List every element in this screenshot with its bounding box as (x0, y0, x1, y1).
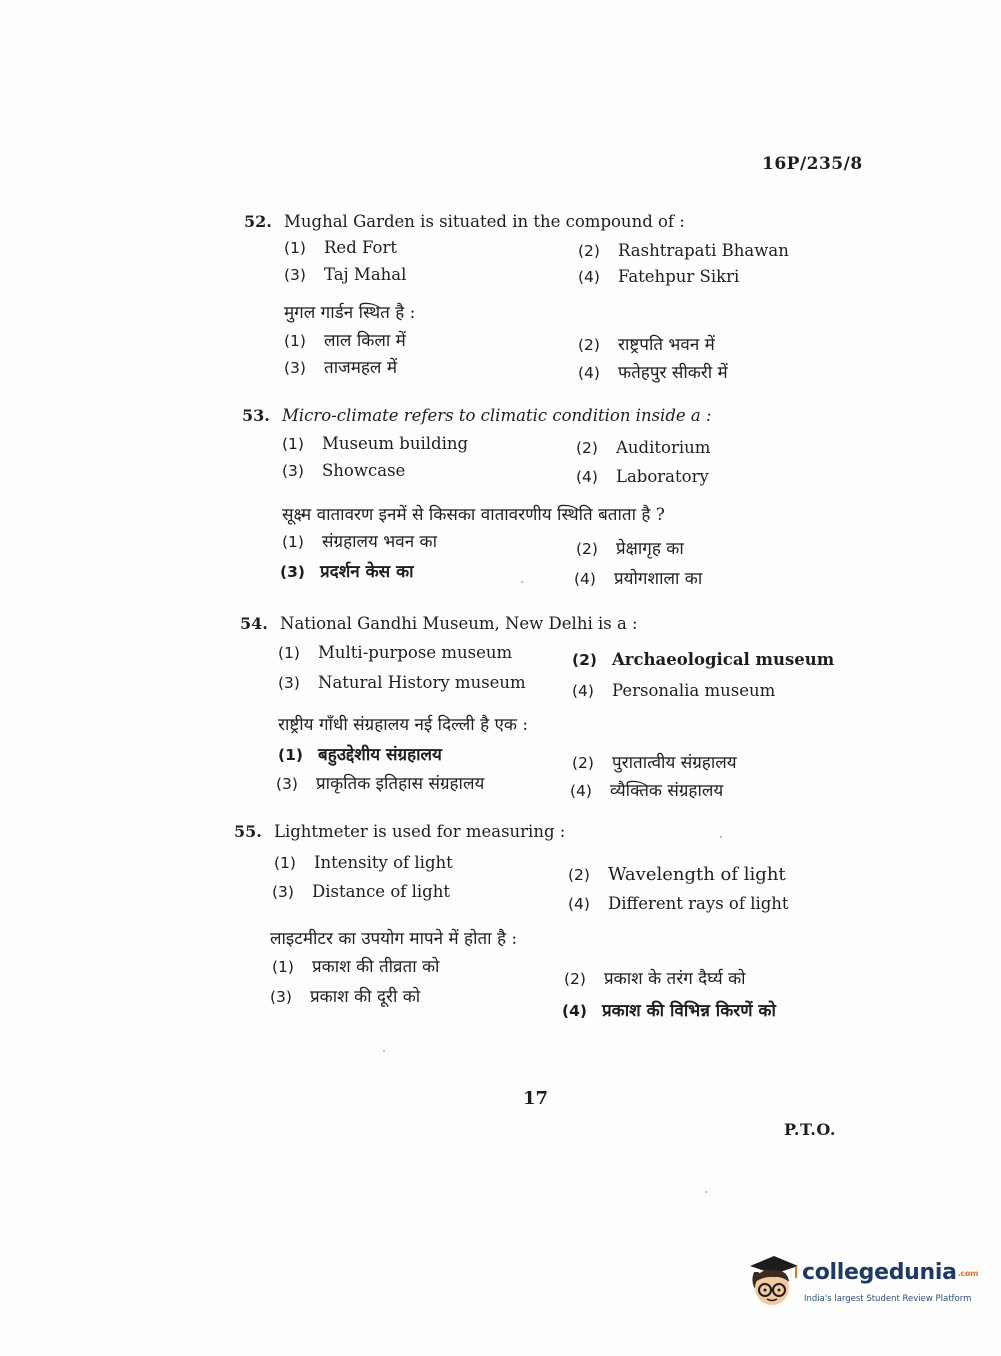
question-text-en: Lightmeter is used for measuring : (274, 822, 566, 841)
option-3-en: (3) Taj Mahal (284, 265, 407, 284)
question-text-hi: मुगल गार्डन स्थित है : (284, 303, 416, 323)
pto-label: P.T.O. (784, 1120, 836, 1139)
option-1-en: (1) Red Fort (284, 238, 397, 257)
question-text-hi: राष्ट्रीय गाँधी संग्रहालय नई दिल्ली है एक : (278, 715, 529, 735)
option-2-en: (2) Archaeological museum (572, 650, 835, 669)
option-2-hi: (2) प्रकाश के तरंग दैर्घ्य को (564, 969, 746, 989)
question-text-hi: लाइटमीटर का उपयोग मापने में होता है : (270, 929, 518, 949)
question-text-en: National Gandhi Museum, New Delhi is a : (280, 614, 638, 633)
option-3-hi: (3) प्रदर्शन केस का (280, 562, 414, 582)
scan-speck (705, 1191, 707, 1193)
page-number: 17 (523, 1088, 549, 1109)
option-4-en: (4) Fatehpur Sikri (578, 267, 740, 286)
option-1-hi: (1) प्रकाश की तीव्रता को (272, 957, 440, 977)
option-3-en: (3) Natural History museum (278, 673, 526, 692)
option-4-en: (4) Different rays of light (568, 894, 789, 913)
question-text-en: Micro-climate refers to climatic condition inside a : (282, 406, 712, 425)
option-3-en: (3) Distance of light (272, 882, 450, 901)
option-2-hi: (2) पुरातात्वीय संग्रहालय (572, 753, 737, 773)
option-3-hi: (3) प्राकृतिक इतिहास संग्रहालय (276, 774, 485, 794)
option-2-en: (2) Wavelength of light (568, 864, 786, 885)
scan-speck (521, 581, 523, 583)
option-2-hi: (2) राष्ट्रपति भवन में (578, 335, 715, 355)
scan-speck (720, 836, 722, 838)
logo-tagline: India's largest Student Review Platform (804, 1294, 972, 1304)
option-4-hi: (4) प्रयोगशाला का (574, 569, 703, 589)
option-4-hi: (4) व्यैक्तिक संग्रहालय (570, 781, 724, 801)
option-4-hi: (4) फतेहपुर सीकरी में (578, 363, 728, 383)
option-3-hi: (3) प्रकाश की दूरी को (270, 987, 421, 1007)
option-1-en: (1) Multi-purpose museum (278, 643, 513, 662)
question-text-hi: सूक्ष्म वातावरण इनमें से किसका वातावरणीय स्थिति बताता है ? (282, 505, 665, 525)
question-number: 52. (244, 212, 272, 231)
option-4-en: (4) Personalia museum (572, 681, 776, 700)
option-2-en: (2) Auditorium (576, 438, 711, 457)
scan-speck (383, 1050, 385, 1052)
option-1-hi: (1) संग्रहालय भवन का (282, 532, 438, 552)
option-3-en: (3) Showcase (282, 461, 406, 480)
question-number: 55. (234, 822, 262, 841)
question-number: 54. (240, 614, 268, 633)
paper-code: 16P/235/8 (762, 154, 863, 174)
option-1-hi: (1) बहुउद्देशीय संग्रहालय (278, 745, 442, 765)
option-4-hi: (4) प्रकाश की विभिन्न किरणें को (562, 1001, 776, 1021)
option-3-hi: (3) ताजमहल में (284, 358, 397, 378)
option-1-en: (1) Intensity of light (274, 853, 453, 872)
option-2-en: (2) Rashtrapati Bhawan (578, 241, 789, 260)
option-1-hi: (1) लाल किला में (284, 331, 406, 351)
option-2-hi: (2) प्रेक्षागृह का (576, 539, 684, 559)
logo-wordmark: collegedunia.com (802, 1260, 979, 1285)
mascot-icon (744, 1252, 800, 1310)
option-1-en: (1) Museum building (282, 434, 469, 453)
option-4-en: (4) Laboratory (576, 467, 709, 486)
collegedunia-logo (744, 1252, 979, 1312)
question-text-en: Mughal Garden is situated in the compound of : (284, 212, 685, 231)
question-number: 53. (242, 406, 270, 425)
